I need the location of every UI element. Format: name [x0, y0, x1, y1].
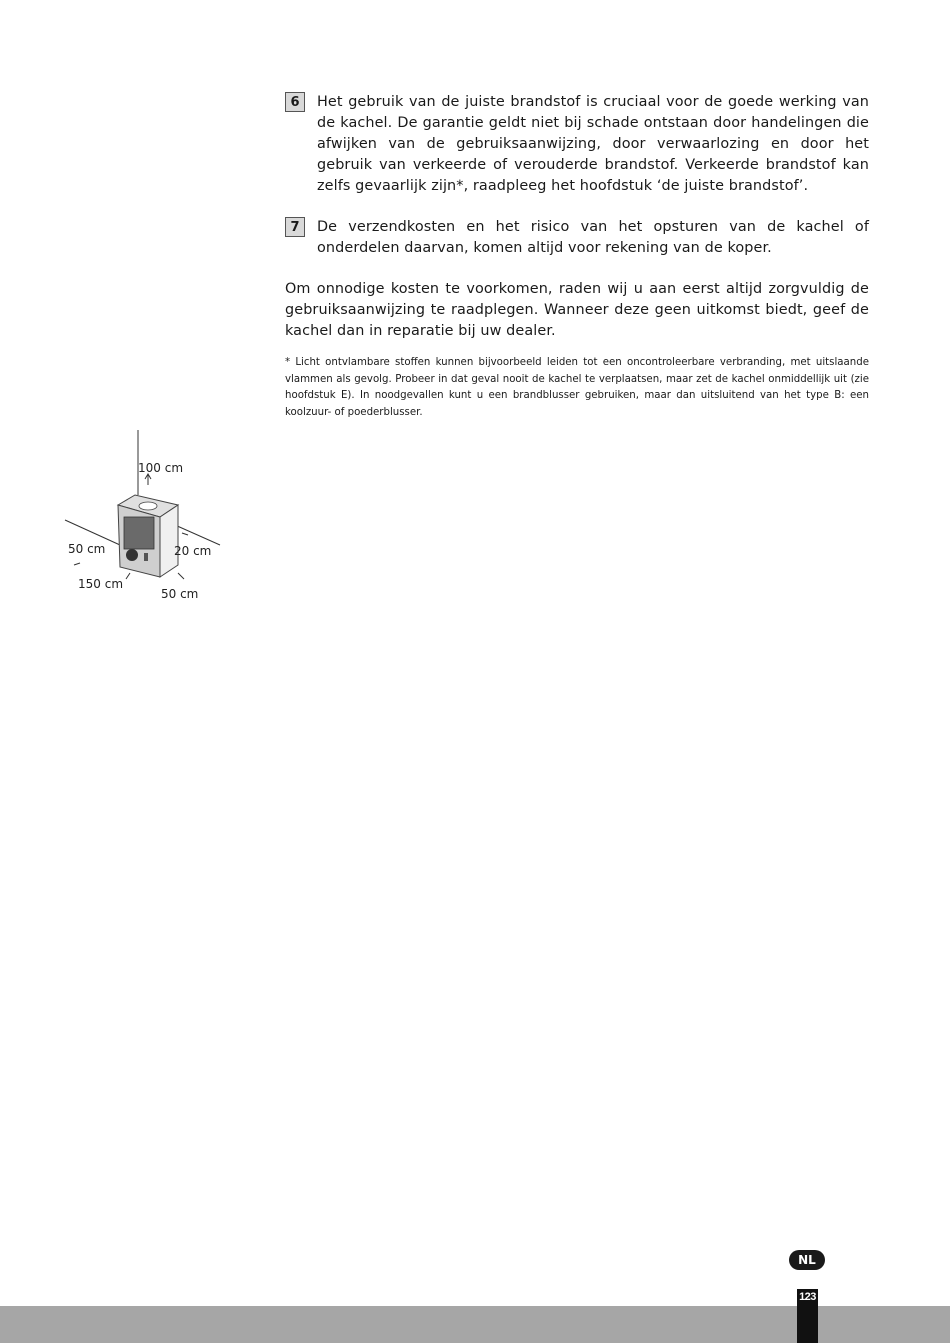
list-item-6: [285, 92, 869, 197]
page-number: 123: [799, 1291, 816, 1303]
label-top: 100 cm: [138, 461, 184, 475]
left-arrow-icon: [74, 563, 80, 565]
back-arrow-icon: [178, 573, 184, 579]
footnote: * Licht ontvlambare stoffen kunnen bijvoorbeeld leiden tot een oncontroleerbare verbranding, met uitslaande vlammen als gevolg. Probeer in dat geval nooit de kachel te verplaatsen, maar zet de kachel onmiddellijk uit (zie hoofdstuk E). In noodgevallen kunt u een brandblusser gebruiken, maar dan uitsluitend van het type B: een koolzuur- of poederblusser.: [285, 357, 869, 418]
language-badge: NL: [789, 1250, 825, 1270]
label-left: 50 cm: [68, 542, 106, 556]
label-front: 150 cm: [78, 577, 124, 591]
right-guide-line: [175, 525, 220, 545]
front-arrow-icon: [126, 573, 130, 579]
list-item-7: [285, 217, 869, 259]
body-paragraph: Om onnodige kosten te voorkomen, raden wij u aan eerst altijd zorgvuldig de gebruiksaanwijzing te raadplegen. Wanneer deze geen uitkomst biedt, geef de kachel dan in reparatie bij uw dealer.: [285, 281, 869, 339]
item-number-badge: 6: [285, 92, 305, 112]
right-arrow-icon: [182, 533, 188, 535]
item-number-badge: 7: [285, 217, 305, 237]
label-right: 20 cm: [174, 544, 212, 558]
item-text: De verzendkosten en het risico van het opsturen van de kachel of onderdelen daarvan, komen altijd voor rekening van de koper.: [317, 219, 869, 256]
label-back: 50 cm: [161, 587, 199, 601]
item-text: Het gebruik van de juiste brandstof is cruciaal voor de goede werking van de kachel. De garantie geldt niet bij schade ontstaan door handelingen die afwijken van de gebruiksaanwijzing, door verwaarlozing en door het gebruik van verkeerde of verouderde brandstof. Verkeerde brandstof kan zelfs gevaarlijk zijn*, raadpleeg het hoofdstuk ‘de juiste brandstof’.: [317, 94, 869, 194]
heater-icon: [118, 495, 178, 577]
up-arrow-icon: [145, 474, 151, 485]
heater-clearance-diagram: [60, 425, 230, 610]
